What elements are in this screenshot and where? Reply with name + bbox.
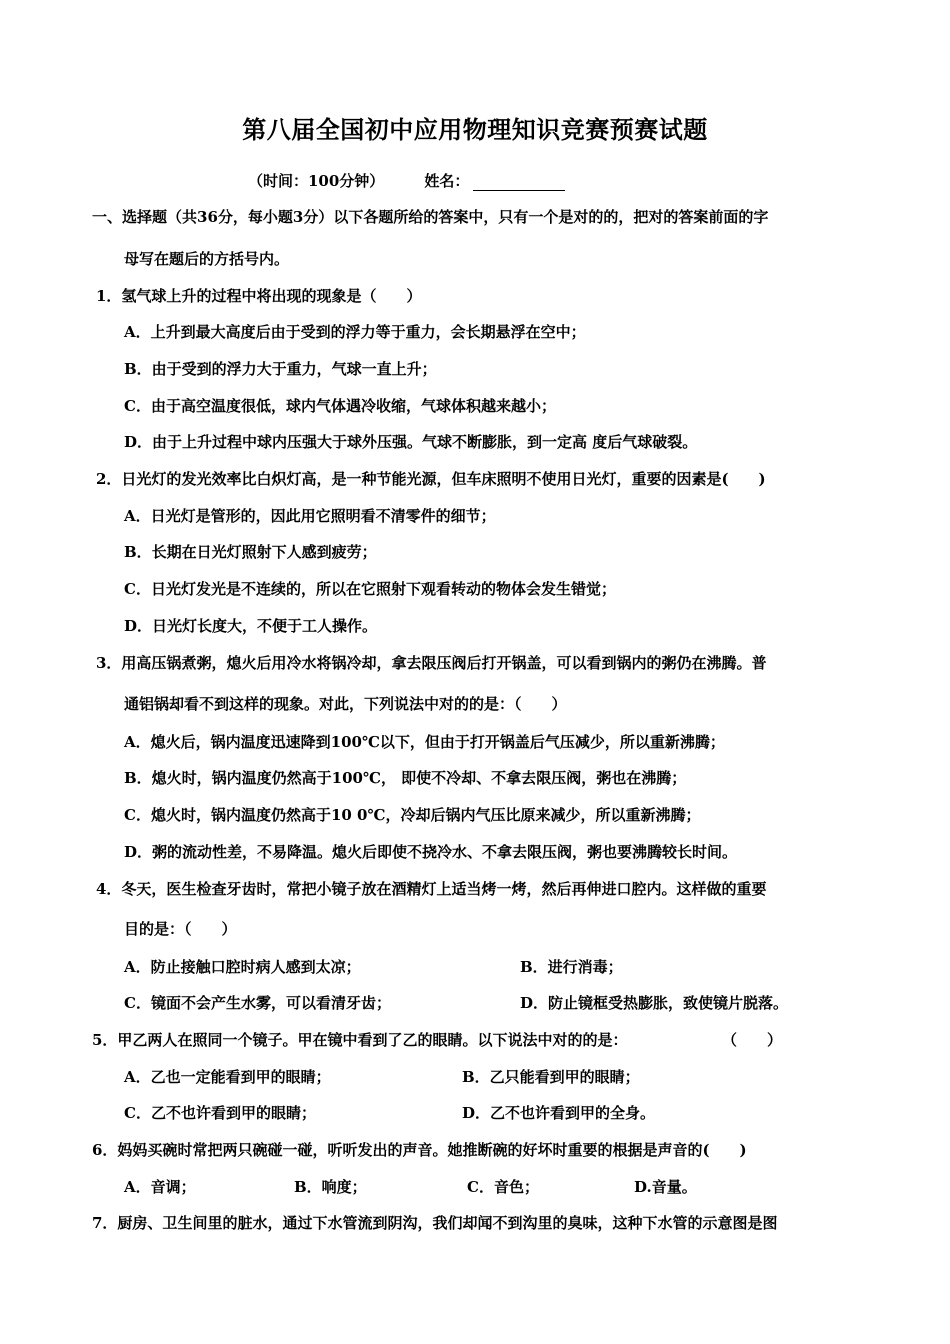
question-2-stem: 2．日光灯的发光效率比白炽灯高，是一种节能光源，但车床照明不使用日光灯，重要的因素是( ) (96, 470, 766, 488)
question-6-stem: 6．妈妈买碗时常把两只碗碰一碰，听听发出的声音。她推断碗的好坏时重要的根据是声音的( ) (92, 1141, 747, 1159)
name-blank (473, 174, 565, 191)
section-heading: 一、选择题（共36分，每小题3分）以下各题所给的答案中，只有一个是对的的，把对的答案前面的字 (92, 208, 769, 226)
question-6-option-c: C．音色； (467, 1178, 539, 1196)
question-2-option-b: B．长期在日光灯照射下人感到疲劳； (124, 543, 377, 561)
question-5-answer-paren: （ ） (722, 1031, 783, 1049)
question-1-option-a: A．上升到最大高度后由于受到的浮力等于重力，会长期悬浮在空中； (124, 323, 586, 341)
question-1-option-b: B．由于受到的浮力大于重力，气球一直上升； (124, 360, 437, 378)
question-7-stem: 7．厨房、卫生间里的脏水，通过下水管流到阴沟，我们却闻不到沟里的臭味，这种下水管的示意图是图 (92, 1214, 778, 1232)
question-3-option-b: B．熄火时，锅内温度仍然高于100℃， 即使不冷却、不拿去限压阀，粥也在沸腾； (124, 769, 687, 787)
question-2-option-a: A．日光灯是管形的，因此用它照明看不清零件的细节； (124, 507, 496, 525)
question-5-option-b: B．乙只能看到甲的眼睛； (462, 1068, 640, 1086)
question-6-option-d: D.音量。 (634, 1178, 697, 1196)
question-3-option-c: C．熄火时，锅内温度仍然高于10 0℃，冷却后锅内气压比原来减少，所以重新沸腾； (124, 806, 701, 824)
question-5-option-d: D．乙不也许看到甲的全身。 (462, 1104, 656, 1122)
question-3-stem: 3．用高压锅煮粥，熄火后用冷水将锅冷却，拿去限压阀后打开锅盖，可以看到锅内的粥仍在沸腾。普 (96, 654, 767, 672)
question-4-stem: 4．冬天，医生检查牙齿时，常把小镜子放在酒精灯上适当烤一烤，然后再伸进口腔内。这样做的重要 (96, 880, 767, 898)
question-2-option-c: C．日光灯发光是不连续的，所以在它照射下观看转动的物体会发生错觉； (124, 580, 616, 598)
question-4-option-c: C．镜面不会产生水雾，可以看清牙齿； (124, 994, 391, 1012)
question-4-option-a: A．防止接触口腔时病人感到太凉； (124, 958, 361, 976)
question-4-option-b: B．进行消毒； (520, 958, 623, 976)
name-label: 姓名： (424, 172, 470, 190)
question-2-option-d: D．日光灯长度大，不便于工人操作。 (124, 617, 378, 635)
question-1-option-c: C．由于高空温度很低，球内气体遇冷收缩，气球体积越来越小； (124, 397, 556, 415)
question-5-stem: 5．甲乙两人在照同一个镜子。甲在镜中看到了乙的眼睛。以下说法中对的的是： (92, 1031, 628, 1049)
question-1-option-d: D．由于上升过程中球内压强大于球外压强。气球不断膨胀，到一定高 度后气球破裂。 (124, 433, 698, 451)
page-title: 第八届全国初中应用物理知识竞赛预赛试题 (242, 115, 708, 144)
question-1-stem: 1．氢气球上升的过程中将出现的现象是（ ） (96, 287, 422, 305)
question-3-stem-cont: 通铝锅却看不到这样的现象。对此，下列说法中对的的是：（ ） (124, 695, 567, 713)
question-3-option-d: D．粥的流动性差，不易降温。熄火后即使不挠冷水、不拿去限压阀，粥也要沸腾较长时间。 (124, 843, 738, 861)
question-4-option-d: D．防止镜框受热膨胀，致使镜片脱落。 (520, 994, 789, 1012)
question-4-stem-cont: 目的是：（ ） (124, 920, 237, 938)
exam-meta (248, 170, 565, 191)
question-5-option-c: C．乙不也许看到甲的眼睛； (124, 1104, 316, 1122)
time-label: （时间：100分钟） (248, 172, 385, 190)
question-3-option-a: A．熄火后，锅内温度迅速降到100℃以下，但由于打开锅盖后气压减少，所以重新沸腾； (124, 733, 725, 751)
question-5-option-a: A．乙也一定能看到甲的眼睛； (124, 1068, 331, 1086)
question-6-option-a: A．音调； (124, 1178, 196, 1196)
question-6-option-b: B．响度； (294, 1178, 367, 1196)
section-heading-cont: 母写在题后的方括号内。 (124, 250, 290, 268)
